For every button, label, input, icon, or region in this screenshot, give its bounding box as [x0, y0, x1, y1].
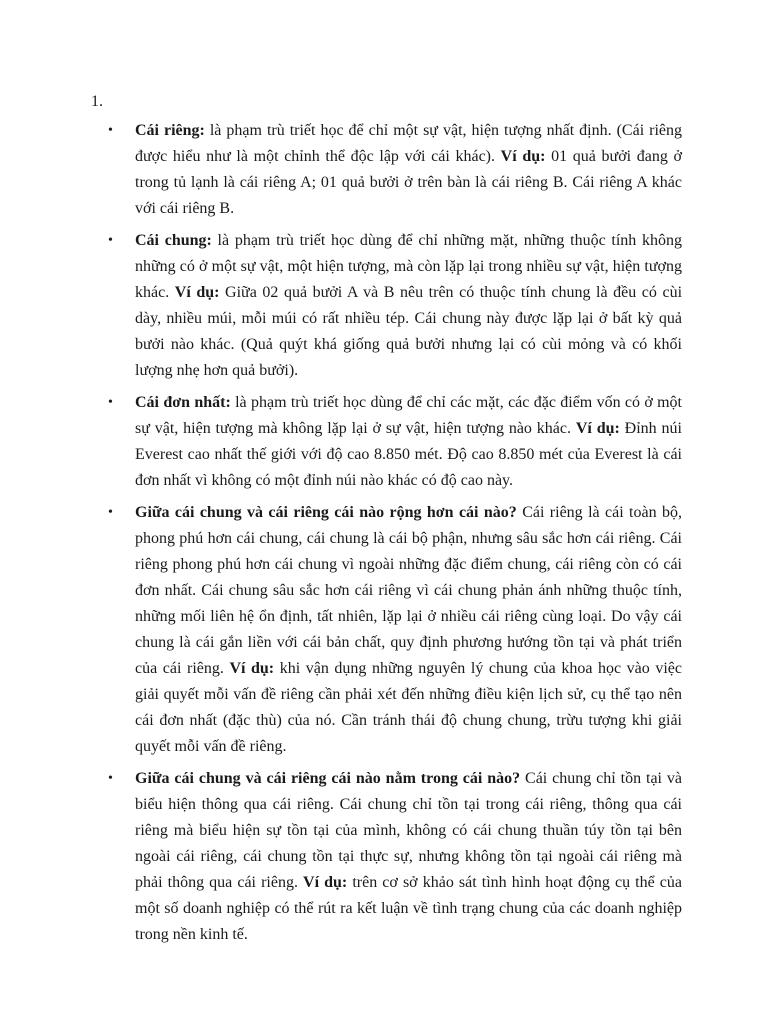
bullet-icon: • [108, 123, 113, 138]
definition-list [106, 118, 682, 954]
list-item-nam-trong [106, 766, 682, 948]
section-number: 1. [91, 93, 103, 110]
bullet-icon: • [108, 233, 113, 248]
item-term: Cái chung: [135, 232, 212, 249]
bullet-icon: • [108, 395, 113, 410]
item-example-text: 01 quả bưởi đang ở trong tủ lạnh là cái riêng A; 01 quả bưởi ở trên bàn là cái riêng B. Cái riêng A khác với cái riêng B. [135, 148, 683, 217]
example-label: Ví dụ: [500, 148, 546, 165]
example-label: Ví dụ: [303, 874, 348, 891]
example-label: Ví dụ: [575, 420, 620, 437]
item-text: Cái chung chỉ tồn tại và biểu hiện thông qua cái riêng. Cái chung chỉ tồn tại trong cái riêng, thông qua cái riêng mà biểu hiện sự tồn tại của mình, không có cái chung thuần túy tồn tại bên ngoài cái riêng, cái chung tồn tại thực sự, nhưng không tồn tại ngoài cái riêng mà phải thông qua cái riêng. [135, 770, 683, 891]
item-example-text: khi vận dụng những nguyên lý chung của khoa học vào việc giải quyết mỗi vấn đề riêng cần phải xét đến những điều kiện lịch sử, cụ thể tạo nên cái đơn nhất (đặc thù) của nó. Cần tránh thái độ chung chung, trừu tượng khi giải quyết mỗi vấn đề riêng. [135, 660, 682, 755]
item-term: Giữa cái chung và cái riêng cái nào rộng hơn cái nào? [135, 504, 517, 521]
example-label: Ví dụ: [229, 660, 275, 677]
item-text: là phạm trù triết học dùng để chỉ những mặt, những thuộc tính không những có ở một sự vật, một hiện tượng, mà còn lặp lại trong nhiều sự vật, hiện tượng khác. [135, 232, 683, 301]
item-term: Giữa cái chung và cái riêng cái nào nằm trong cái nào? [135, 770, 521, 787]
list-item-cai-rieng [106, 118, 682, 222]
item-text: Cái riêng là cái toàn bộ, phong phú hơn cái chung, cái chung là cái bộ phận, nhưng sâu sắc hơn cái riêng. Cái riêng phong phú hơn cái chung vì ngoài những đặc điểm chung, cái riêng còn có cái đơn nhất. Cái chung sâu sắc hơn cái riêng vì cái chung phản ánh những thuộc tính, những mối liên hệ ổn định, tất nhiên, lặp lại ở nhiều cái riêng cùng loại. Do vậy cái chung là cái gắn liền với cái bản chất, quy định phương hướng tồn tại và phát triển của cái riêng. [135, 504, 682, 677]
item-example-text: Giữa 02 quả bưởi A và B nêu trên có thuộc tính chung là đều có cùi dày, nhiều múi, mỗi múi có rất nhiều tép. Cái chung này được lặp lại ở bất kỳ quả bưởi nào khác. (Quả quýt khá giống quả bưởi nhưng lại có cùi mỏng và có khối lượng nhẹ hơn quả bưởi). [135, 284, 683, 379]
item-text: là phạm trù triết học để chỉ một sự vật, hiện tượng nhất định. (Cái riêng được hiểu như là một chỉnh thể độc lập với cái khác). [135, 122, 683, 165]
list-item-cai-don-nhat [106, 390, 682, 494]
item-example-text: trên cơ sở khảo sát tình hình hoạt động cụ thể của một số doanh nghiệp có thể rút ra kết luận về tình trạng chung của các doanh nghiệp trong nền kinh tế. [135, 874, 683, 943]
bullet-icon: • [108, 505, 113, 520]
list-item-cai-chung [106, 228, 682, 384]
bullet-icon: • [108, 771, 113, 786]
item-term: Cái đơn nhất: [135, 394, 231, 411]
example-label: Ví dụ: [174, 284, 220, 301]
item-text: là phạm trù triết học dùng để chỉ các mặt, các đặc điểm vốn có ở một sự vật, hiện tượng mà không lặp lại ở sự vật, hiện tượng nào khác. [135, 394, 683, 437]
list-item-rong-hon [106, 500, 682, 760]
item-term: Cái riêng: [135, 122, 205, 139]
item-example-text: Đỉnh núi Everest cao nhất thế giới với độ cao 8.850 mét. Độ cao 8.850 mét của Everest là cái đơn nhất vì không có một đỉnh núi nào khác có độ cao này. [135, 420, 682, 489]
